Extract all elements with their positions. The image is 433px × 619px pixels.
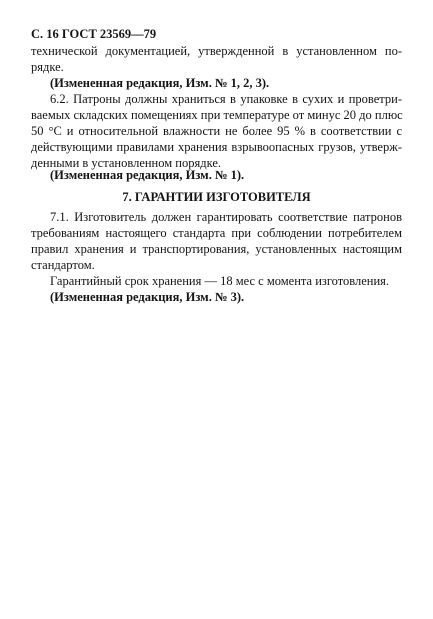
paragraph-line: 7.1. Изготовитель должен гарантировать соответствие патронов — [50, 210, 402, 224]
paragraph-line: 6.2. Патроны должны храниться в упаковке в сухих и проветри- — [50, 92, 402, 106]
paragraph-line: ваемых складских помещениях при температуре от минус 20 до плюс — [31, 108, 403, 122]
paragraph-line: действующими правилами хранения взрывоопасных грузов, утверж- — [31, 140, 402, 154]
paragraph-line: требованиям настоящего стандарта при соблюдении потребителем — [31, 226, 402, 240]
amendment-note: (Измененная редакция, Изм. № 3). — [50, 290, 245, 304]
paragraph-line: технической документацией, утвержденной в установленном по- — [31, 44, 402, 58]
paragraph-line: стандартом. — [31, 258, 95, 272]
paragraph-line: Гарантийный срок хранения — 18 мес с момента изготовления. — [50, 274, 390, 288]
paragraph-line: 50 °С и относительной влажности не более 95 % в соответствии с — [31, 124, 402, 138]
section-title: 7. ГАРАНТИИ ИЗГОТОВИТЕЛЯ — [122, 190, 311, 204]
paragraph-line: денными в установленном порядке. — [31, 156, 222, 170]
amendment-note: (Измененная редакция, Изм. № 1). — [50, 168, 245, 182]
paragraph-line: рядке. — [31, 60, 64, 74]
page-header: С. 16 ГОСТ 23569—79 — [31, 27, 157, 41]
paragraph-line: правил хранения и транспортирования, установленных настоящим — [31, 242, 402, 256]
amendment-note: (Измененная редакция, Изм. № 1, 2, 3). — [50, 76, 270, 90]
